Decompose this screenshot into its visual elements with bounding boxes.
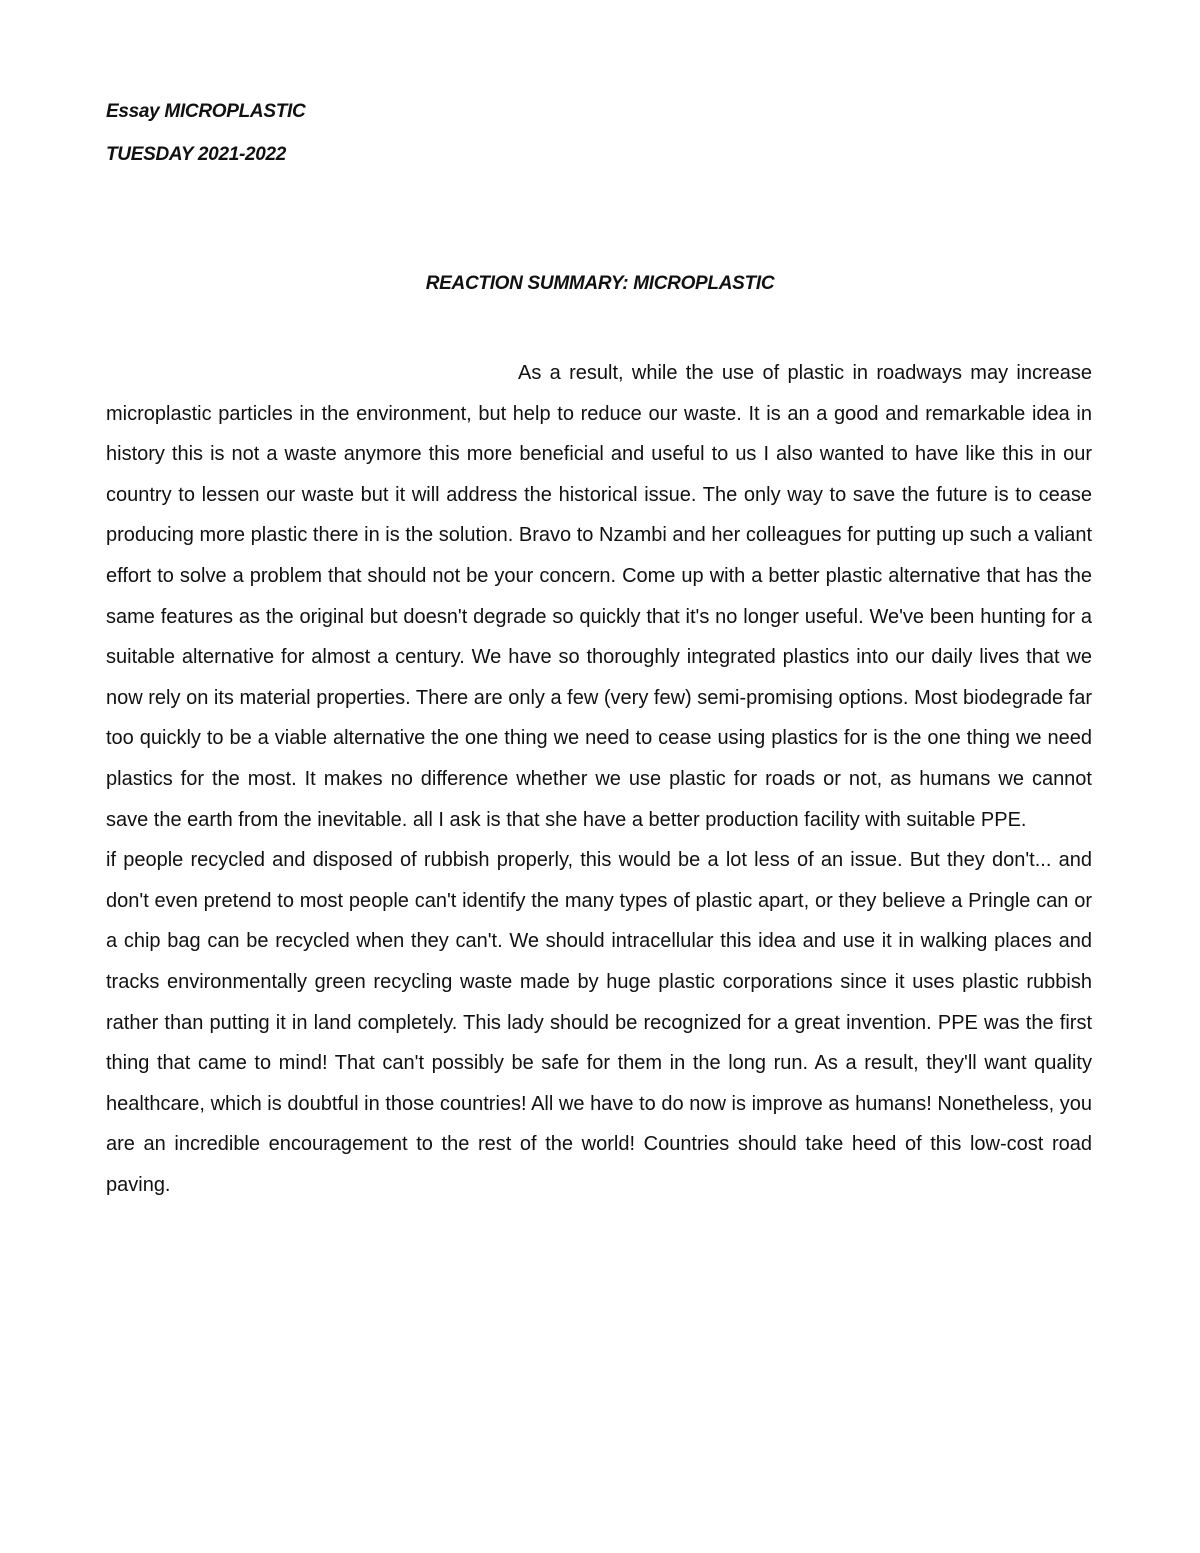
essay-date: TUESDAY 2021-2022 xyxy=(106,144,287,165)
essay-body xyxy=(106,353,1092,1205)
essay-title: Essay MICROPLASTIC xyxy=(106,101,306,122)
summary-heading: REACTION SUMMARY: MICROPLASTIC xyxy=(425,273,775,294)
paragraph-1: As a result, while the use of plastic in roadways may increase microplastic particles in the environment, but help to reduce our waste. It is an a good and remarkable idea in history this is not a waste anymore this more beneficial and useful to us I also wanted to have like this in our country to lessen our waste but it will address the historical issue. The only way to save the future is to cease producing more plastic there in is the solution. Bravo to Nzambi and her colleagues for putting up such a valiant effort to solve a problem that should not be your concern. Come up with a better plastic alternative that has the same features as the original but doesn't degrade so quickly that it's no longer useful. We've been hunting for a suitable alternative for almost a century. We have so thoroughly integrated plastics into our daily lives that we now rely on its material properties. There are only a few (very few) semi-promising options. Most biodegrade far too quickly to be a viable alternative the one thing we need to cease using plastics for is the one thing we need plastics for the most. It makes no difference whether we use plastic for roads or not, as humans we cannot save the earth from the inevitable. all I ask is that she have a better production facility with suitable PPE. xyxy=(106,362,1092,831)
paragraph-2: if people recycled and disposed of rubbish properly, this would be a lot less of an issue. But they don't... and don't even pretend to most people can't identify the many types of plastic apart, or they believe a Pringle can or a chip bag can be recycled when they can't. We should intracellular this idea and use it in walking places and tracks environmentally green recycling waste made by huge plastic corporations since it uses plastic rubbish rather than putting it in land completely. This lady should be recognized for a great invention. PPE was the first thing that came to mind! That can't possibly be safe for them in the long run. As a result, they'll want quality healthcare, which is doubtful in those countries! All we have to do now is improve as humans! Nonetheless, you are an incredible encouragement to the rest of the world! Countries should take heed of this low-cost road paving. xyxy=(106,849,1092,1196)
